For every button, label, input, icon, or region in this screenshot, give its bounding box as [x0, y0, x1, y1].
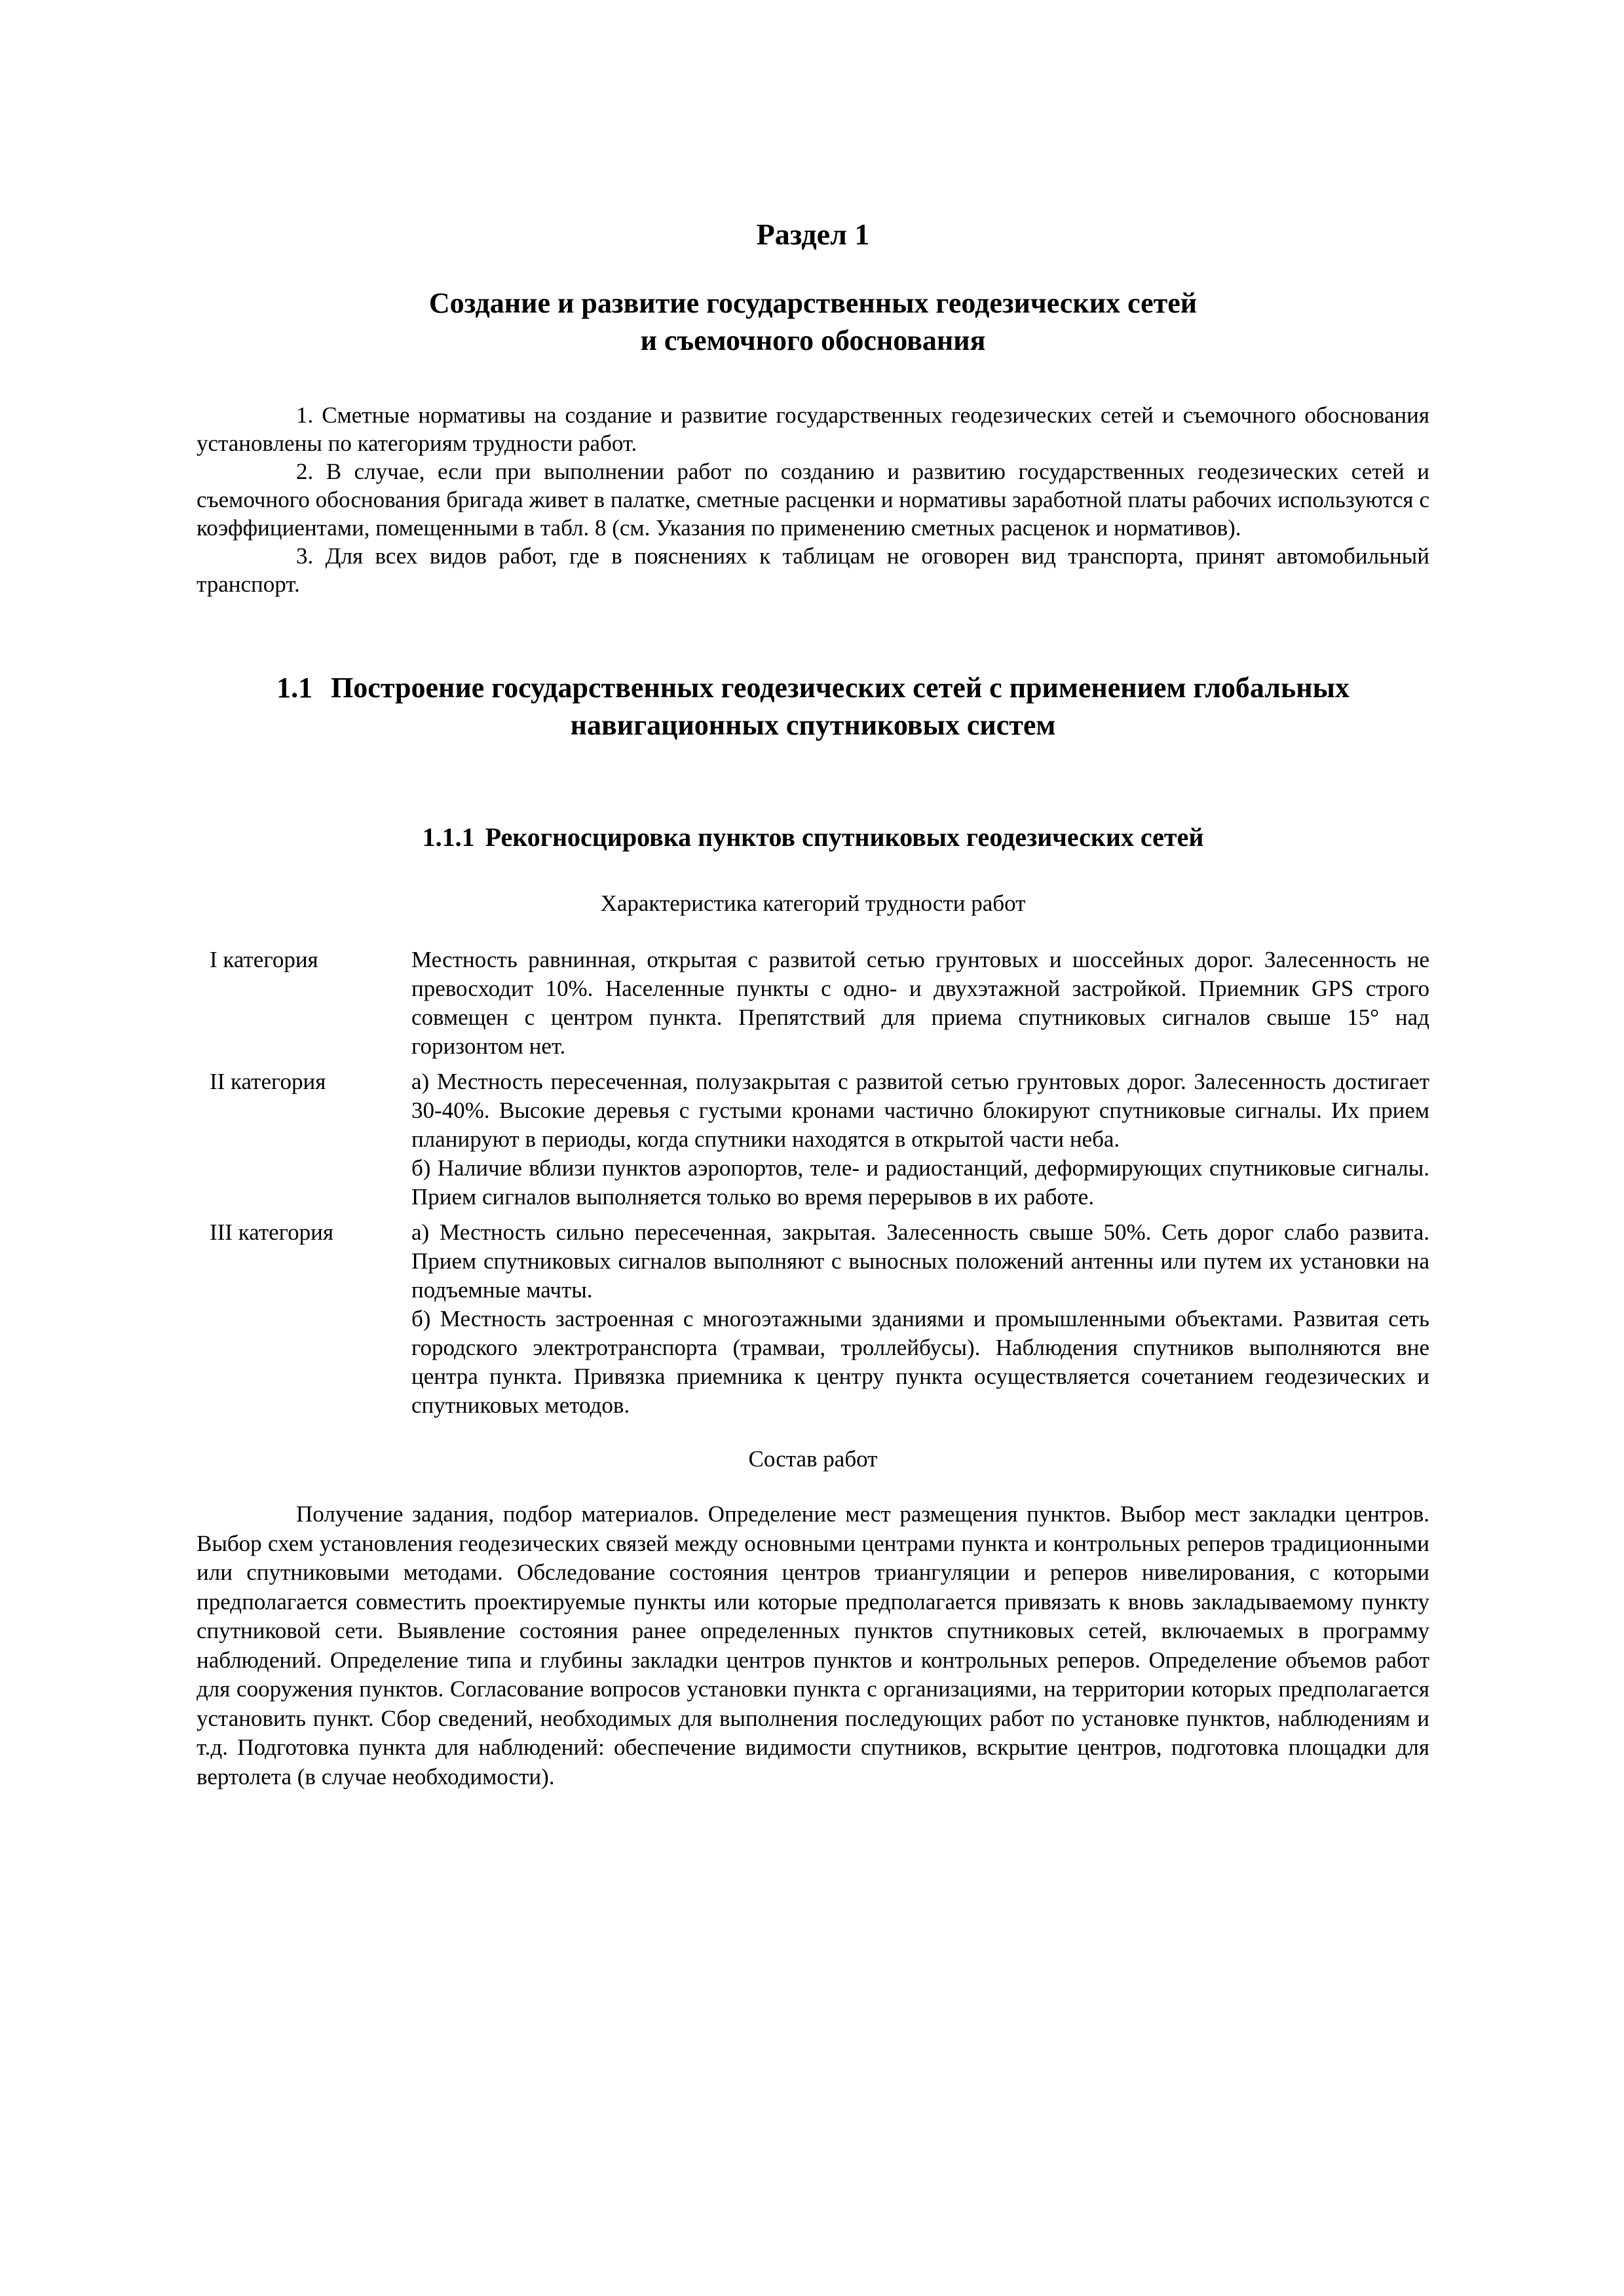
- work-composition-text: Получение задания, подбор материалов. Определение мест размещения пунктов. Выбор мест закладки центров. Выбор схем установления геодезических связей между основными центрами пункта и контрольных реперов традиционными или спутниковыми методами. Обследование состояния центров триангуляции и реперов нивелирования, с которыми предполагается совместить проектируемые пункты или которые предполагается привязать к вновь закладываемому пункту спутниковой сети. Выявление состояния ранее определенных пунктов спутниковых сетей, включаемых в программу наблюдений. Определение типа и глубины закладки центров пунктов и контрольных реперов. Определение объемов работ для сооружения пунктов. Согласование вопросов установки пункта с организациями, на территории которых предполагается установить пункт. Сбор сведений, необходимых для выполнения последующих работ по установке пунктов, наблюдениям и т.д. Подготовка пункта для наблюдений: обеспечение видимости спутников, вскрытие центров, подготовка площадки для вертолета (в случае необходимости).: [197, 1501, 1429, 1789]
- subsubsection-number: 1.1.1: [422, 822, 475, 852]
- section-subtitle-line1: Создание и развитие государственных геодезических сетей: [428, 287, 1198, 319]
- category-paragraph: а) Местность пересеченная, полузакрытая с развитой сетью грунтовых дорог. Залесенность достигает 30-40%. Высокие деревья с густыми кронами частично блокируют спутниковые сигналы. Их прием планируют в периоды, когда спутники находятся в открытой части неба.: [411, 1069, 1429, 1152]
- intro-notes: [197, 401, 1429, 598]
- subsection-title-line1: Построение государственных геодезических сетей с применением глобальных: [331, 672, 1350, 704]
- categories-caption: Характеристика категорий трудности работ: [600, 890, 1026, 916]
- intro-paragraph-3: 3. Для всех видов работ, где в пояснениях к таблицам не оговорен вид транспорта, принят автомобильный транспорт.: [197, 543, 1429, 597]
- intro-paragraph-1: 1. Сметные нормативы на создание и развитие государственных геодезических сетей и съемочного обоснования установлены по категориям трудности работ.: [197, 402, 1429, 456]
- category-description: [411, 1067, 1429, 1212]
- category-label: III категория: [210, 1219, 333, 1245]
- category-row-1: [197, 946, 1429, 1061]
- section-subtitle: [197, 284, 1429, 359]
- subsection-number: 1.1: [276, 672, 313, 704]
- subsection-title: [197, 669, 1429, 744]
- category-label: II категория: [210, 1069, 326, 1094]
- subsubsection-title: [197, 821, 1429, 854]
- category-paragraph: Местность равнинная, открытая с развитой сетью грунтовых и шоссейных дорог. Залесенность не превосходит 10%. Населенные пункты с одно- и двухэтажной застройкой. Приемник GPS строго совмещен с центром пункта. Препятствий для приема спутниковых сигналов свыше 15° над горизонтом нет.: [411, 947, 1429, 1059]
- subsection-title-line2: навигационных спутниковых систем: [570, 709, 1056, 741]
- category-row-2: [197, 1067, 1429, 1212]
- category-label: I категория: [210, 947, 318, 972]
- work-composition-title: Состав работ: [748, 1446, 878, 1472]
- section-title: Раздел 1: [756, 218, 870, 251]
- section-subtitle-line2: и съемочного обоснования: [640, 324, 986, 356]
- category-description: [411, 946, 1429, 1061]
- intro-paragraph-2: 2. В случае, если при выполнении работ по созданию и развитию государственных геодезических сетей и съемочного обоснования бригада живет в палатке, сметные расценки и нормативы заработной платы рабочих используются с коэффициентами, помещенными в табл. 8 (см. Указания по применению сметных расценок и нормативов).: [197, 459, 1429, 541]
- category-description: [411, 1218, 1429, 1420]
- subsubsection-title-text: Рекогносцировка пунктов спутниковых геодезических сетей: [485, 822, 1204, 852]
- document-page: [197, 216, 1429, 1791]
- category-paragraph: б) Наличие вблизи пунктов аэропортов, теле- и радиостанций, деформирующих спутниковые сигналы. Прием сигналов выполняется только во время перерывов в их работе.: [411, 1155, 1429, 1210]
- category-paragraph: б) Местность застроенная с многоэтажными зданиями и промышленными объектами. Развитая сеть городского электротранспорта (трамваи, троллейбусы). Наблюдения спутников выполняются вне центра пункта. Привязка приемника к центру пункта осуществляется сочетанием геодезических и спутниковых методов.: [411, 1306, 1429, 1418]
- category-paragraph: а) Местность сильно пересеченная, закрытая. Залесенность свыше 50%. Сеть дорог слабо развита. Прием спутниковых сигналов выполняют с выносных положений антенны или путем их установки на подъемные мачты.: [411, 1219, 1429, 1303]
- category-row-3: [197, 1218, 1429, 1420]
- categories-table: [197, 946, 1429, 1420]
